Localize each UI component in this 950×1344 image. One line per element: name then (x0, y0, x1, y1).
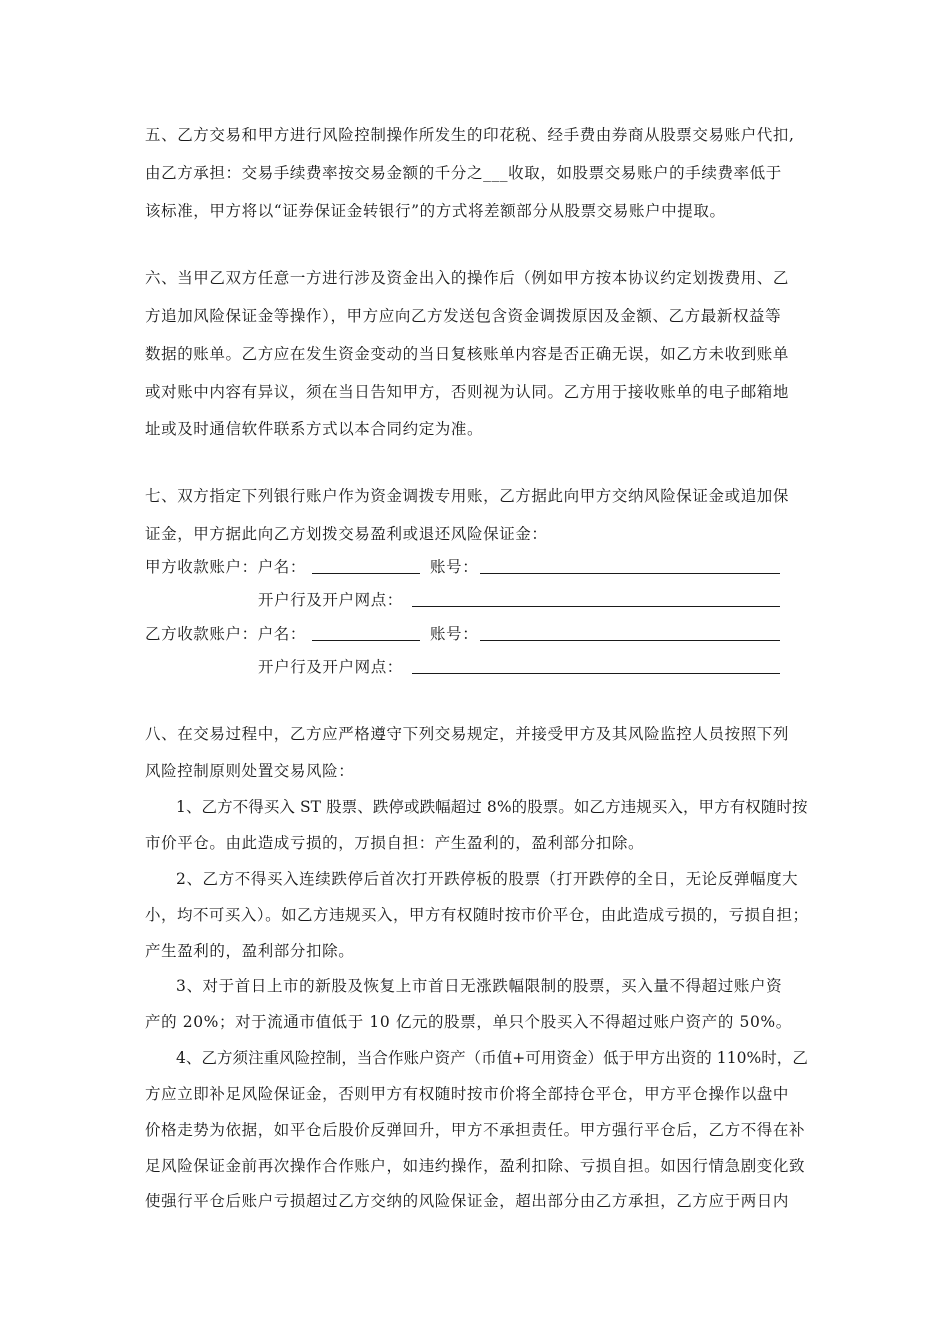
rule-2-line-1: 2、乙方不得买入连续跌停后首次打开跌停板的股票（打开跌停的全日，无论反弹幅度大 (176, 870, 799, 888)
party-b-bank-label: 开户行及开户网点： (258, 658, 403, 676)
section-6-line-3: 数据的账单。乙方应在发生资金变动的当日复核账单内容是否正确无误，如乙方未收到账单 (145, 345, 790, 363)
section-8-line-2: 风险控制原则处置交易风险： (145, 762, 355, 780)
section-5-line-1: 五、乙方交易和甲方进行风险控制操作所发生的印花税、经手费由券商从股票交易账户代扣, (145, 126, 795, 144)
section-8-line-1: 八、在交易过程中，乙方应严格遵守下列交易规定，并接受甲方及其风险监控人员按照下列 (145, 725, 790, 743)
section-5-line-2: 由乙方承担：交易手续费率按交易金额的千分之___收取，如股票交易账户的手续费率低于 (145, 164, 782, 182)
party-b-name-label: 乙方收款账户：户名： (145, 625, 307, 643)
section-5-line-3: 该标准，甲方将以“证券保证金转银行”的方式将差额部分从股票交易账户中提取。 (145, 202, 726, 220)
party-b-account-blank[interactable] (480, 640, 780, 641)
party-a-account-label: 账号： (430, 558, 479, 576)
rule-4-line-3: 价格走势为依据，如平仓后股价反弹回升，甲方不承担责任。甲方强行平仓后，乙方不得在补 (145, 1121, 806, 1139)
rule-1-line-2: 市价平仓。由此造成亏损的，万损自担：产生盈利的，盈利部分扣除。 (145, 834, 645, 852)
party-a-bank-blank[interactable] (412, 606, 780, 607)
section-7-line-1: 七、双方指定下列银行账户作为资金调拨专用账，乙方据此向甲方交纳风险保证金或追加保 (145, 487, 790, 505)
rule-1-line-1: 1、乙方不得买入 ST 股票、跌停或跌幅超过 8%的股票。如乙方违规买入，甲方有权随时按 (176, 798, 808, 816)
section-6-line-1: 六、当甲乙双方任意一方进行涉及资金出入的操作后（例如甲方按本协议约定划拨费用、乙 (145, 269, 790, 287)
rule-3-line-2: 产的 20%；对于流通市值低于 10 亿元的股票，单只个股买入不得超过账户资产的 50%。 (145, 1013, 792, 1031)
section-6-line-4: 或对账中内容有异议，须在当日告知甲方，否则视为认同。乙方用于接收账单的电子邮箱地 (145, 383, 790, 401)
section-7-line-2: 证金，甲方据此向乙方划拨交易盈利或退还风险保证金： (145, 525, 548, 543)
party-a-account-blank[interactable] (480, 573, 780, 574)
party-b-name-blank[interactable] (312, 640, 420, 641)
rule-4-line-4: 足风险保证金前再次操作合作账户，如违约操作，盈利扣除、亏损自担。如因行情急剧变化致 (145, 1157, 806, 1175)
rule-2-line-3: 产生盈利的，盈利部分扣除。 (145, 942, 355, 960)
rule-3-line-1: 3、对于首日上市的新股及恢复上市首日无涨跌幅限制的股票，买入量不得超过账户资 (176, 977, 783, 995)
party-b-bank-blank[interactable] (412, 673, 780, 674)
party-a-name-label: 甲方收款账户：户名： (145, 558, 307, 576)
party-b-account-label: 账号： (430, 625, 479, 643)
rule-4-line-2: 方应立即补足风险保证金，否则甲方有权随时按市价将全部持仓平仓，甲方平仓操作以盘中 (145, 1085, 790, 1103)
party-a-name-blank[interactable] (312, 573, 420, 574)
rule-2-line-2: 小，均不可买入）。如乙方违规买入，甲方有权随时按市价平仓，由此造成亏损的，亏损自担； (145, 906, 809, 924)
rule-4-line-5: 使强行平仓后账户亏损超过乙方交纳的风险保证金，超出部分由乙方承担，乙方应于两日内 (145, 1192, 790, 1210)
party-a-bank-label: 开户行及开户网点： (258, 591, 403, 609)
section-6-line-5: 址或及时通信软件联系方式以本合同约定为准。 (145, 420, 484, 438)
rule-4-line-1: 4、乙方须注重风险控制，当合作账户资产（币值+可用资金）低于甲方出资的 110%时，乙 (176, 1049, 808, 1067)
section-6-line-2: 方追加风险保证金等操作），甲方应向乙方发送包含资金调拨原因及金额、乙方最新权益等 (145, 307, 782, 325)
